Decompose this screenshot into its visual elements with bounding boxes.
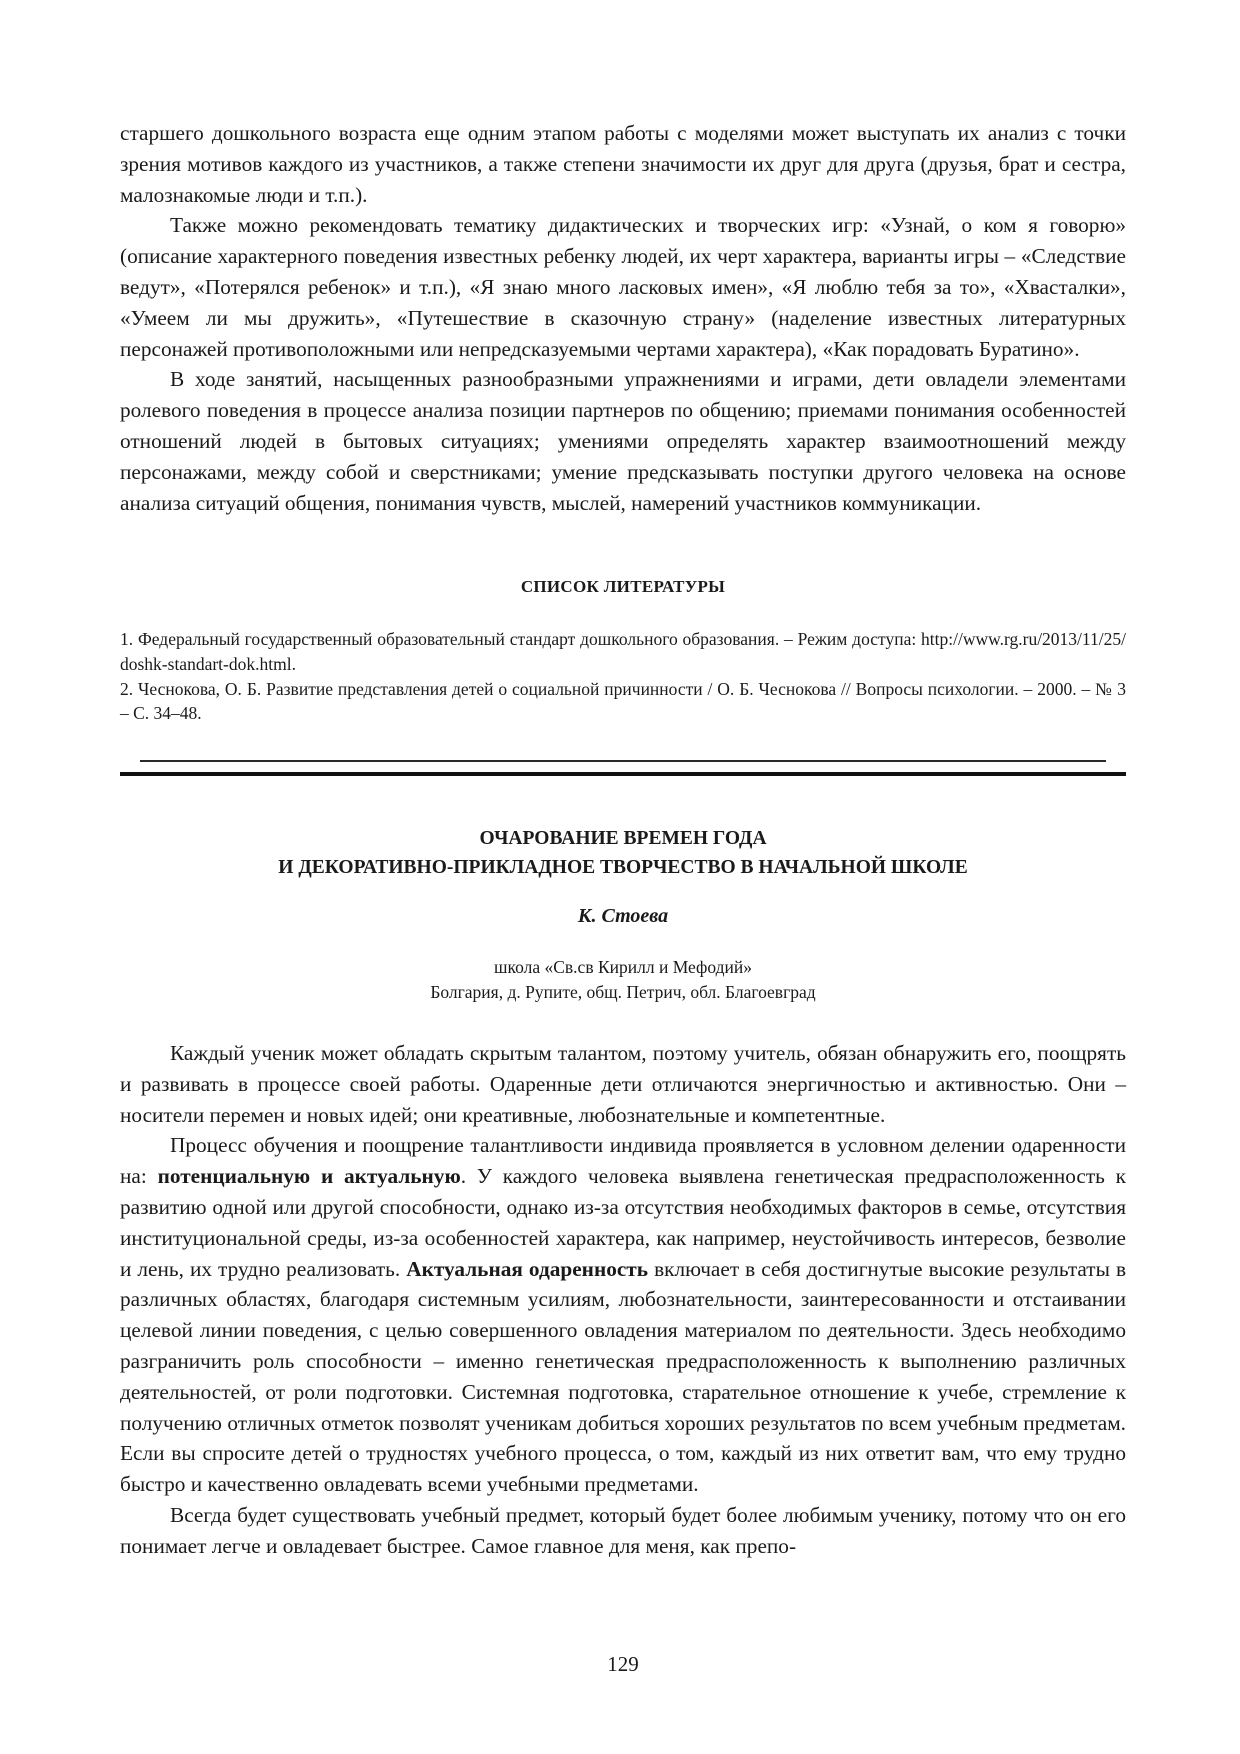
references-list xyxy=(120,627,1126,726)
article-body xyxy=(120,1038,1126,1562)
page-number: 129 xyxy=(607,1652,639,1676)
author-affiliation xyxy=(120,955,1126,1005)
bold-term: Актуальная одаренность xyxy=(406,1256,649,1281)
affiliation-line: школа «Св.св Кирилл и Мефодий» xyxy=(494,957,752,977)
divider-thick xyxy=(120,772,1126,776)
text-run: включает в себя достигнутые высокие результаты в различных областях, благодаря системным усилиям, любознательности, заинтересованности и отстаивании целевой линии поведения, с целью совершенного овладения материалом по деятельности. Здесь необходимо разграничить роль способности – именно генетическая предрасположенность к выполнению различных деятельностей, от роли подготовки. Системная подготовка, старательное отношение к учебе, стремление к получению отличных отметок позволят ученикам добиться хороших результатов по всем учебным предметам. Если вы спросите детей о трудностях учебного процесса, о том, каждый из них ответит вам, что ему трудно быстро и качественно овладевать всеми учебными предметами. xyxy=(120,1256,1126,1497)
affiliation-line: Болгария, д. Рупите, общ. Петрич, обл. Благоевград xyxy=(430,982,816,1002)
reference-item: 2. Чеснокова, О. Б. Развитие представления детей о социальной причинности / О. Б. Чеснокова // Вопросы психологии. – 2000. – № 3 – С. 34–48. xyxy=(120,678,1126,724)
paragraph: старшего дошкольного возраста еще одним этапом работы с моделями может выступать их анализ с точки зрения мотивов каждого из участников, а также степени значимости их друг для друга (друзья, брат и сестра, малознакомые люди и т.п.). xyxy=(120,121,1126,207)
continuation-text xyxy=(120,118,1126,518)
divider-thin xyxy=(140,760,1106,762)
paragraph: Каждый ученик может обладать скрытым талантом, поэтому учитель, обязан обнаружить его, поощрять и развивать в процессе своей работы. Одаренные дети отличаются энергичностью и активностью. Они – носители перемен и новых идей; они креативные, любознательные и компетентные. xyxy=(120,1041,1126,1127)
text-run: Процесс обучения и поощрение талантливости индивида проявляется в условном делении одаренности на: xyxy=(120,1133,1126,1189)
paragraph: Также можно рекомендовать тематику дидактических и творческих игр: «Узнай, о ком я говорю» (описание характерного поведения известных ребенку людей, их черт характера, варианты игры – «Следствие ведут», «Потерялся ребенок» и т.п.), «Я знаю много ласковых имен», «Я люблю тебя за то», «Хвасталки», «Умеем ли мы дружить», «Путешествие в сказочную страну» (наделение известных литературных персонажей противоположными или непредсказуемыми чертами характера), «Как порадовать Буратино». xyxy=(120,213,1126,361)
text-run: . У каждого человека выявлена генетическая предрасположенность к развитию одной или другой способности, однако из-за отсутствия необходимых факторов в семье, отсутствия институциональной среды, из-за особенностей характера, как например, неустойчивость интересов, безволие и лень, их трудно реализовать. xyxy=(120,1164,1126,1281)
article-author: К. Стоева xyxy=(577,905,669,927)
paragraph: Всегда будет существовать учебный предмет, который будет более любимым ученику, потому что он его понимает легче и овладевает быстрее. Самое главное для меня, как препо- xyxy=(120,1502,1126,1558)
article-title-line: ОЧАРОВАНИЕ ВРЕМЕН ГОДА xyxy=(479,828,767,849)
paragraph: В ходе занятий, насыщенных разнообразными упражнениями и играми, дети овладели элементами ролевого поведения в процессе анализа позиции партнеров по общению; приемами понимания особенностей отношений людей в бытовых ситуациях; умениями определять характер взаимоотношений между персонажами, между собой и сверстниками; умение предсказывать поступки другого человека на основе анализа ситуаций общения, понимания чувств, мыслей, намерений участников коммуникации. xyxy=(120,367,1126,515)
article-title xyxy=(120,824,1126,882)
paragraph xyxy=(120,1130,1126,1500)
reference-item: 1. Федеральный государственный образовательный стандарт дошкольного образования. – Режим доступа: http://www.rg.ru/2013/11/25/ doshk-standart-dok.html. xyxy=(120,629,1126,674)
references-heading: СПИСОК ЛИТЕРАТУРЫ xyxy=(520,577,726,596)
article-title-line: И ДЕКОРАТИВНО-ПРИКЛАДНОЕ ТВОРЧЕСТВО В НАЧАЛЬНОЙ ШКОЛЕ xyxy=(278,857,968,878)
bold-term: потенциальную и актуальную xyxy=(157,1164,461,1189)
